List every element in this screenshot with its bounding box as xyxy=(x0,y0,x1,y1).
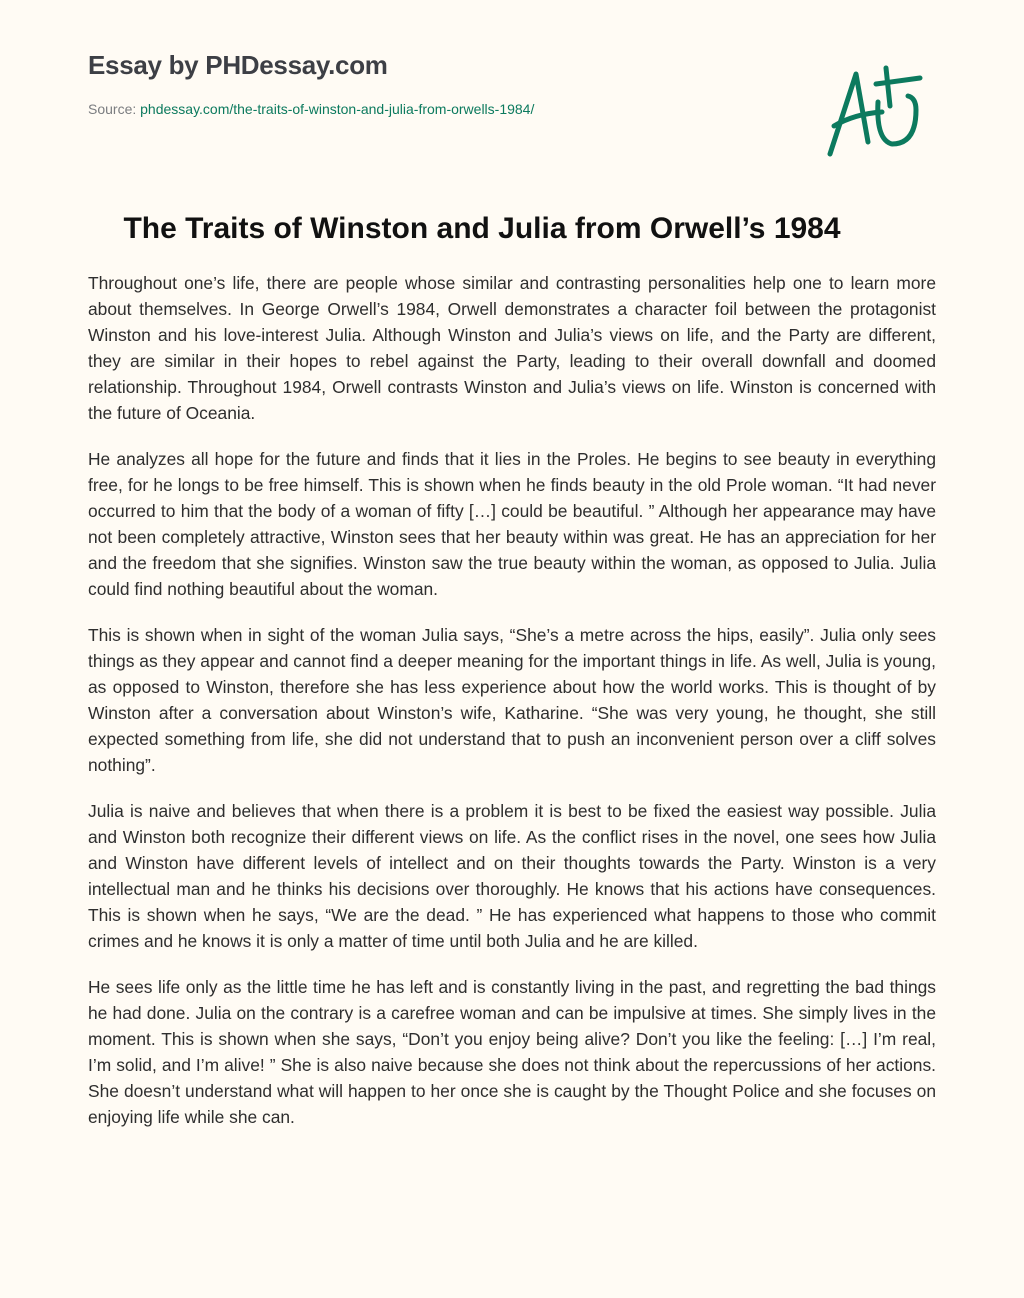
a-plus-logo-icon xyxy=(820,62,930,162)
paragraph: Throughout one’s life, there are people whose similar and contrasting personalities help one to learn more about themselves. In George Orwell’s 1984, Orwell demonstrates a character foil between the protagonist Winston and his love-interest Julia. Although Winston and Julia’s views on life, and the Party are different, they are similar in their hopes to rebel against the Party, leading to their overall downfall and doomed relationship. Throughout 1984, Orwell contrasts Winston and Julia’s views on life. Winston is concerned with the future of Oceania. xyxy=(88,273,936,423)
source-line xyxy=(88,101,534,117)
essay-body xyxy=(88,270,936,1250)
source-link[interactable]: phdessay.com/the-traits-of-winston-and-julia-from-orwells-1984/ xyxy=(140,101,535,117)
paragraph: He sees life only as the little time he has left and is constantly living in the past, and regretting the bad things he had done. Julia on the contrary is a carefree woman and can be impulsive at times. She simply lives in the moment. This is shown when she says, “Don’t you enjoy being alive? Don’t you like the feeling: […] I’m real, I’m solid, and I’m alive! ” She is also naive because she does not think about the repercussions of her actions. She doesn’t understand what will happen to her once she is caught by the Thought Police and she focuses on enjoying life while she can. xyxy=(88,977,936,1127)
site-brand: Essay by PHDessay.com xyxy=(88,50,388,80)
essay-title: The Traits of Winston and Julia from Orwell’s 1984 xyxy=(123,212,841,246)
source-label: Source: xyxy=(88,101,137,117)
paragraph: Julia is naive and believes that when there is a problem it is best to be fixed the easiest way possible. Julia and Winston both recognize their different views on life. As the conflict rises in the novel, one sees how Julia and Winston have different levels of intellect and on their thoughts towards the Party. Winston is a very intellectual man and he thinks his decisions over thoroughly. He knows that his actions have consequences. This is shown when he says, “We are the dead. ” He has experienced what happens to those who commit crimes and he knows it is only a matter of time until both Julia and he are killed. xyxy=(88,801,936,951)
paragraph: He analyzes all hope for the future and finds that it lies in the Proles. He begins to see beauty in everything free, for he longs to be free himself. This is shown when he finds beauty in the old Prole woman. “It had never occurred to him that the body of a woman of fifty […] could be beautiful. ” Although her appearance may have not been completely attractive, Winston sees that her beauty within was great. He has an appreciation for her and the freedom that she signifies. Winston saw the true beauty within the woman, as opposed to Julia. Julia could find nothing beautiful about the woman. xyxy=(88,449,936,599)
paragraph: This is shown when in sight of the woman Julia says, “She’s a metre across the hips, easily”. Julia only sees things as they appear and cannot find a deeper meaning for the important things in life. As well, Julia is young, as opposed to Winston, therefore she has less experience about how the world works. This is thought of by Winston after a conversation about Winston’s wife, Katharine. “She was very young, he thought, she still expected something from life, she did not understand that to push an inconvenient person over a cliff solves nothing”. xyxy=(88,625,936,775)
